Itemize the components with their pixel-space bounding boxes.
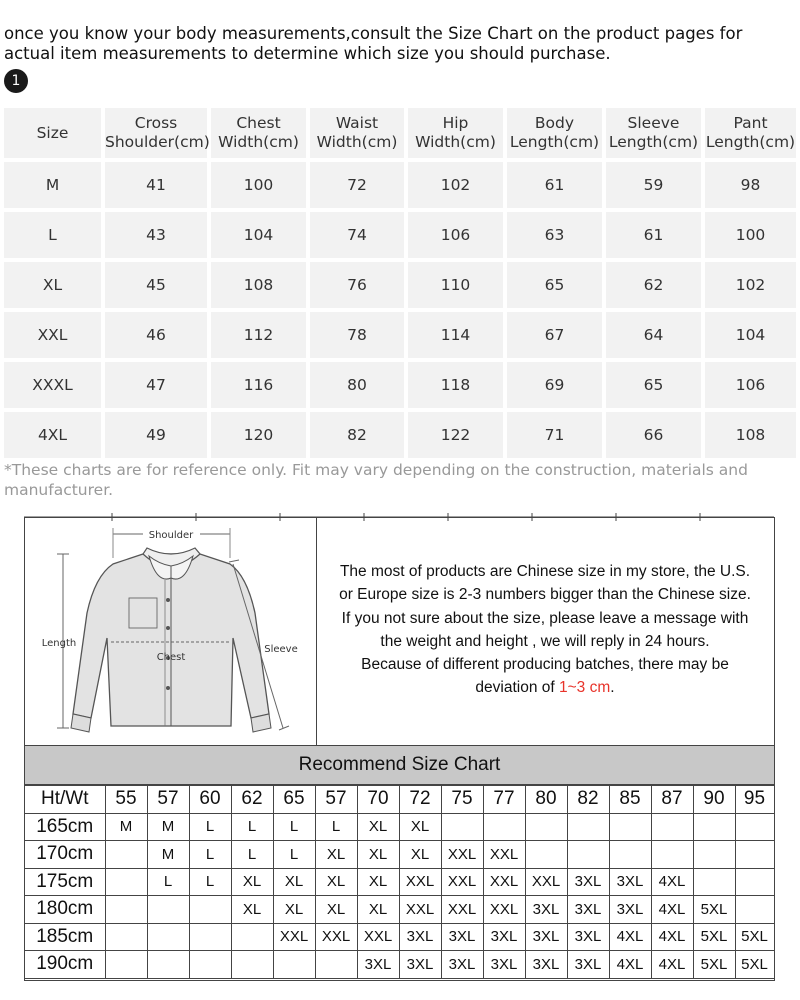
size-cell: XXL — [441, 841, 483, 869]
header-line-2: Length(cm) — [608, 133, 699, 151]
size-cell — [147, 923, 189, 951]
header-line-2: Width(cm) — [218, 133, 299, 151]
size-cell: XL — [357, 868, 399, 896]
table-cell: 100 — [211, 162, 306, 208]
size-cell: 3XL — [567, 923, 609, 951]
weight-header-cell: 82 — [567, 786, 609, 814]
size-cell: XL — [231, 868, 273, 896]
size-cell: 3XL — [609, 868, 651, 896]
table-row — [25, 951, 774, 979]
size-cell: XXL — [357, 923, 399, 951]
table-cell: 102 — [705, 262, 796, 308]
table-cell: 72 — [310, 162, 404, 208]
weight-header-cell: 80 — [525, 786, 567, 814]
size-cell: 5XL — [693, 896, 735, 924]
table-cell: XXL — [4, 312, 101, 358]
table-row — [4, 262, 796, 308]
advice-line-3: If you not sure about the size, please leave a message with — [341, 609, 749, 627]
advice-line-2: or Europe size is 2-3 numbers bigger than the Chinese size. — [339, 586, 751, 604]
size-cell — [273, 951, 315, 979]
recommend-header-row — [25, 786, 774, 814]
advice-line-1: The most of products are Chinese size in my store, the U.S. — [339, 563, 751, 580]
size-cell — [105, 841, 147, 869]
table-cell: 47 — [105, 362, 207, 408]
height-weight-corner: Ht/Wt — [25, 786, 105, 814]
table-cell: 98 — [705, 162, 796, 208]
weight-header-cell: 85 — [609, 786, 651, 814]
size-cell: 4XL — [609, 951, 651, 979]
size-cell: XL — [399, 841, 441, 869]
size-guide-box — [24, 517, 775, 981]
table-cell: 102 — [408, 162, 503, 208]
size-cell: 3XL — [567, 868, 609, 896]
table-cell: 114 — [408, 312, 503, 358]
size-cell: 5XL — [693, 923, 735, 951]
table-row — [4, 362, 796, 408]
size-cell: 4XL — [651, 896, 693, 924]
size-cell — [315, 951, 357, 979]
height-cell: 190cm — [25, 951, 105, 979]
weight-header-cell: 95 — [735, 786, 774, 814]
weight-header-cell: 75 — [441, 786, 483, 814]
size-cell — [483, 813, 525, 841]
shoulder-label: Shoulder — [148, 530, 194, 541]
size-cell: 3XL — [525, 923, 567, 951]
table-cell: 63 — [507, 212, 602, 258]
size-cell — [231, 923, 273, 951]
weight-header-cell: 55 — [105, 786, 147, 814]
table-cell: 65 — [507, 262, 602, 308]
table-cell: 108 — [705, 412, 796, 458]
size-chart-table — [0, 104, 800, 462]
size-cell — [609, 813, 651, 841]
size-cell: XL — [315, 896, 357, 924]
size-cell: XL — [357, 813, 399, 841]
size-cell — [147, 896, 189, 924]
size-chart-body — [4, 162, 796, 458]
table-cell: 69 — [507, 362, 602, 408]
size-cell: 4XL — [651, 923, 693, 951]
size-chart-header-row — [4, 108, 796, 158]
table-row — [25, 923, 774, 951]
step-badge: 1 — [4, 69, 28, 93]
size-cell — [735, 896, 774, 924]
table-cell: 82 — [310, 412, 404, 458]
size-cell — [105, 951, 147, 979]
size-cell: 3XL — [399, 951, 441, 979]
deviation-value: 1~3 cm — [559, 679, 611, 697]
size-cell: XL — [357, 841, 399, 869]
size-cell: 3XL — [483, 951, 525, 979]
size-cell: M — [105, 813, 147, 841]
size-cell: L — [231, 813, 273, 841]
header-line-1: Hip — [442, 114, 469, 132]
size-cell: 3XL — [525, 896, 567, 924]
height-cell: 180cm — [25, 896, 105, 924]
size-cell — [189, 951, 231, 979]
advice-line-4: the weight and height , we will reply in 24 hours. — [380, 632, 710, 650]
recommend-body — [25, 813, 774, 978]
size-cell: L — [189, 868, 231, 896]
header-line-2: Shoulder(cm) — [105, 133, 210, 151]
size-cell — [189, 923, 231, 951]
table-cell: 106 — [408, 212, 503, 258]
table-row — [4, 212, 796, 258]
table-cell: 76 — [310, 262, 404, 308]
size-cell: XXL — [483, 841, 525, 869]
size-cell: 3XL — [357, 951, 399, 979]
size-cell — [189, 896, 231, 924]
table-cell: L — [4, 212, 101, 258]
size-cell — [693, 868, 735, 896]
size-cell — [693, 813, 735, 841]
size-cell: 4XL — [651, 868, 693, 896]
weight-header-cell: 87 — [651, 786, 693, 814]
table-cell: 66 — [606, 412, 701, 458]
size-cell: XL — [231, 896, 273, 924]
size-cell: L — [273, 813, 315, 841]
table-cell: 65 — [606, 362, 701, 408]
weight-header-cell: 57 — [147, 786, 189, 814]
weight-header-cell: 77 — [483, 786, 525, 814]
table-cell: XXXL — [4, 362, 101, 408]
chest-label: Chest — [156, 652, 186, 663]
header-line-2: Length(cm) — [509, 133, 600, 151]
size-cell: XXL — [399, 868, 441, 896]
size-cell: XXL — [441, 896, 483, 924]
table-cell: 41 — [105, 162, 207, 208]
table-row — [25, 868, 774, 896]
weight-header-cell: 70 — [357, 786, 399, 814]
table-row — [4, 162, 796, 208]
size-cell: M — [147, 841, 189, 869]
size-cell: 3XL — [483, 923, 525, 951]
size-cell: 3XL — [525, 951, 567, 979]
table-cell: 62 — [606, 262, 701, 308]
size-cell — [567, 813, 609, 841]
recommend-size-table — [25, 785, 775, 979]
size-chart-header-cell — [606, 108, 701, 158]
length-label: Length — [41, 638, 77, 649]
weight-header-cell: 60 — [189, 786, 231, 814]
table-cell: 78 — [310, 312, 404, 358]
size-chart-header-cell — [211, 108, 306, 158]
size-cell — [441, 813, 483, 841]
size-cell — [105, 868, 147, 896]
size-cell: XXL — [441, 868, 483, 896]
size-cell — [735, 868, 774, 896]
sleeve-label: Sleeve — [264, 644, 298, 655]
size-cell: 3XL — [441, 951, 483, 979]
size-chart-header-cell — [105, 108, 210, 158]
header-line-2: Width(cm) — [415, 133, 496, 151]
weight-header-cell: 90 — [693, 786, 735, 814]
weight-header-cell: 72 — [399, 786, 441, 814]
header-line-1: Size — [36, 123, 69, 142]
size-cell: 3XL — [609, 896, 651, 924]
size-cell: XL — [315, 868, 357, 896]
size-cell: XL — [399, 813, 441, 841]
deviation-suffix: . — [610, 679, 615, 697]
size-cell — [105, 896, 147, 924]
table-cell: 122 — [408, 412, 503, 458]
size-cell: XXL — [273, 923, 315, 951]
table-cell: 104 — [211, 212, 306, 258]
size-cell: L — [189, 813, 231, 841]
table-cell: 61 — [507, 162, 602, 208]
table-cell: 74 — [310, 212, 404, 258]
size-chart-header-cell — [408, 108, 503, 158]
table-cell: XL — [4, 262, 101, 308]
size-cell: L — [189, 841, 231, 869]
table-cell: 118 — [408, 362, 503, 408]
size-chart-header-cell — [507, 108, 602, 158]
size-cell — [231, 951, 273, 979]
size-cell: L — [315, 813, 357, 841]
size-cell: 3XL — [399, 923, 441, 951]
table-cell: 104 — [705, 312, 796, 358]
size-cell: 5XL — [735, 951, 774, 979]
table-cell: 110 — [408, 262, 503, 308]
table-cell: 116 — [211, 362, 306, 408]
size-cell: XL — [273, 868, 315, 896]
size-cell: M — [147, 813, 189, 841]
table-cell: 71 — [507, 412, 602, 458]
header-line-1: Sleeve — [627, 114, 680, 132]
deviation-prefix: deviation of — [475, 679, 559, 697]
size-cell — [609, 841, 651, 869]
table-cell: 64 — [606, 312, 701, 358]
size-cell: L — [273, 841, 315, 869]
table-cell: 4XL — [4, 412, 101, 458]
table-cell: 67 — [507, 312, 602, 358]
size-chart-header-cell — [705, 108, 796, 158]
size-advice-text — [317, 560, 773, 700]
size-cell — [525, 841, 567, 869]
reference-note: *These charts are for reference only. Fit may vary depending on the construction, materials and manufacturer. — [4, 461, 748, 499]
size-cell: XL — [273, 896, 315, 924]
table-cell: 80 — [310, 362, 404, 408]
weight-header-cell: 62 — [231, 786, 273, 814]
advice-line-5: Because of different producing batches, there may be — [361, 656, 729, 674]
size-cell: 3XL — [567, 896, 609, 924]
size-cell — [147, 951, 189, 979]
recommend-title: Recommend Size Chart — [25, 745, 774, 785]
height-cell: 185cm — [25, 923, 105, 951]
header-line-1: Chest — [236, 114, 281, 132]
table-cell: 112 — [211, 312, 306, 358]
size-chart-header-cell — [310, 108, 404, 158]
table-row — [25, 813, 774, 841]
shirt-measurement-illustration — [25, 518, 316, 745]
table-cell: M — [4, 162, 101, 208]
size-cell: L — [147, 868, 189, 896]
size-cell: XXL — [525, 868, 567, 896]
size-cell: XXL — [483, 868, 525, 896]
size-cell — [525, 813, 567, 841]
size-cell — [651, 841, 693, 869]
size-cell — [735, 813, 774, 841]
header-line-2: Width(cm) — [316, 133, 398, 151]
table-cell: 46 — [105, 312, 207, 358]
size-cell — [651, 813, 693, 841]
advice-line-6 — [317, 676, 773, 699]
size-cell — [567, 841, 609, 869]
table-cell: 120 — [211, 412, 306, 458]
table-cell: 100 — [705, 212, 796, 258]
shirt-diagram — [25, 518, 317, 745]
height-cell: 175cm — [25, 868, 105, 896]
header-line-1: Body — [534, 114, 575, 132]
weight-header-cell: 57 — [315, 786, 357, 814]
table-row — [25, 896, 774, 924]
size-cell: XXL — [315, 923, 357, 951]
size-cell — [735, 841, 774, 869]
height-cell: 170cm — [25, 841, 105, 869]
weight-header-cell: 65 — [273, 786, 315, 814]
size-cell: L — [231, 841, 273, 869]
size-cell: XL — [357, 896, 399, 924]
table-cell: 43 — [105, 212, 207, 258]
header-line-1: Pant — [733, 114, 768, 132]
size-cell: XXL — [483, 896, 525, 924]
intro-text: once you know your body measurements,consult the Size Chart on the product pages for actual item measurements to determine which size you should purchase. — [4, 24, 743, 63]
header-line-2: Length(cm) — [705, 133, 796, 151]
table-cell: 59 — [606, 162, 701, 208]
table-row — [4, 412, 796, 458]
table-cell: 108 — [211, 262, 306, 308]
size-cell: XXL — [399, 896, 441, 924]
size-cell — [105, 923, 147, 951]
size-cell: 4XL — [609, 923, 651, 951]
size-cell: 5XL — [735, 923, 774, 951]
header-line-1: Cross — [134, 114, 178, 132]
table-row — [25, 841, 774, 869]
table-row — [4, 312, 796, 358]
size-chart-header-cell — [4, 108, 101, 158]
table-cell: 106 — [705, 362, 796, 408]
size-cell — [693, 841, 735, 869]
height-cell: 165cm — [25, 813, 105, 841]
table-cell: 45 — [105, 262, 207, 308]
table-cell: 61 — [606, 212, 701, 258]
size-cell: 5XL — [693, 951, 735, 979]
size-cell: 3XL — [441, 923, 483, 951]
table-cell: 49 — [105, 412, 207, 458]
size-cell: XL — [315, 841, 357, 869]
size-cell: 3XL — [567, 951, 609, 979]
size-cell: 4XL — [651, 951, 693, 979]
header-line-1: Waist — [335, 114, 379, 132]
